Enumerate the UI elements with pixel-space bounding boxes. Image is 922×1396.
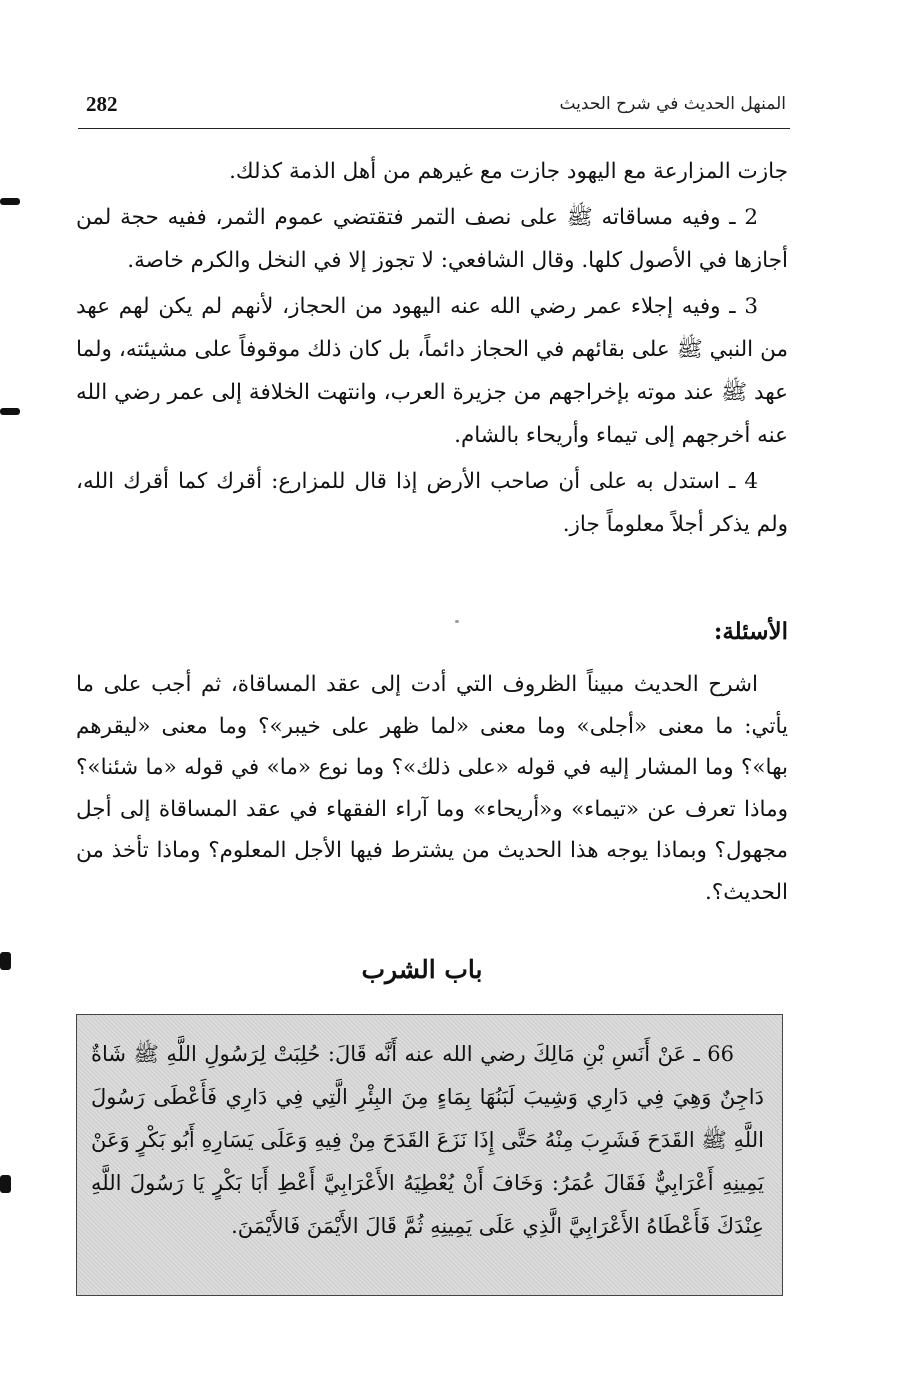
running-title: المنهل الحديث في شرح الحديث: [559, 94, 786, 114]
paragraph-point-3: 3 ـ وفيه إجلاء عمر رضي الله عنه اليهود من الحجاز، لأنهم لم يكن لهم عهد من النبي ﷺ على بقائهم في الحجاز دائماً، بل كان ذلك موقوفاً على مشيئته، ولما عهد ﷺ عند موته بإخراجهم من جزيرة العرب، وانتهت الخلافة إلى عمر رضي الله عنه أخرجهم إلى تيماء وأريحاء بالشام.: [76, 294, 788, 448]
paragraph-continuation: جازت المزارعة مع اليهود جازت مع غيرهم من أهل الذمة كذلك.: [229, 159, 788, 184]
page-number: 282: [86, 92, 118, 116]
scan-mark: [0, 408, 20, 415]
paragraph-point-4: 4 ـ استدل به على أن صاحب الأرض إذا قال للمزارع: أقرك كما أقرك الله، ولم يذكر أجلاً معلوماً جاز.: [76, 469, 788, 537]
questions-text: اشرح الحديث مبيناً الظروف التي أدت إلى عقد المساقاة، ثم أجب على ما يأتي: ما معنى «أجلى» وما معنى «لما ظهر على خيبر»؟ وما معنى «ليقرهم بها»؟ وما المشار إليه في قوله «على ذلك»؟ وما نوع «ما» في قوله «ما شئنا»؟ وماذا تعرف عن «تيماء» و«أريحاء» وما آراء الفقهاء في عقد المساقاة إلى أجل مجهول؟ وبماذا يوجه هذا الحديث من يشترط فيها الأجل المعلوم؟ وماذا تأخذ من الحديث؟.: [76, 672, 788, 905]
scan-mark: [0, 952, 11, 970]
questions-heading: الأسئلة:: [713, 618, 788, 645]
scan-mark: [0, 198, 20, 205]
scan-speck: [455, 620, 459, 623]
body-text: [76, 150, 788, 546]
scan-mark: [0, 1175, 11, 1193]
running-header: [78, 92, 790, 129]
paragraph-point-2: 2 ـ وفيه مساقاته ﷺ على نصف التمر فتقتضي عموم الثمر، ففيه حجة لمن أجازها في الأصول كلها. وقال الشافعي: لا تجوز إلا في النخل والكرم خاصة.: [76, 205, 788, 273]
hadith-box: [76, 1014, 783, 1296]
chapter-title: باب الشرب: [361, 955, 483, 984]
hadith-text: 66 ـ عَنْ أَنَسِ بْنِ مَالِكَ رضي الله عنه أَنَّه قَالَ: حُلِبَتْ لِرَسُولِ اللَّهِ ﷺ شَاةٌ دَاجِنٌ وَهِيَ فِي دَارِي وَشِيبَ لَبَنُهَا بِمَاءٍ مِنَ البِئْرِ الَّتِي فِي دَارِي فَأَعْطَى رَسُولَ اللَّهِ ﷺ القَدَحَ فَشَرِبَ مِنْهُ حَتَّى إِذَا نَزَعَ القَدَحَ مِنْ فِيهِ وَعَلَى يَسَارِهِ أَبُو بَكْرٍ وَعَنْ يَمِينِهِ أَعْرَابِيٌّ فَقَالَ عُمَرُ: وَخَافَ أَنْ يُعْطِيَهُ الأَعْرَابِيَّ أَعْطِ أَبَا بَكْرٍ يَا رَسُولَ اللَّهِ عِنْدَكَ فَأَعْطَاهُ الأَعْرَابِيَّ الَّذِي عَلَى يَمِينِهِ ثُمَّ قَالَ الأَيْمَنَ فَالأَيْمَنَ.: [91, 1042, 764, 1238]
